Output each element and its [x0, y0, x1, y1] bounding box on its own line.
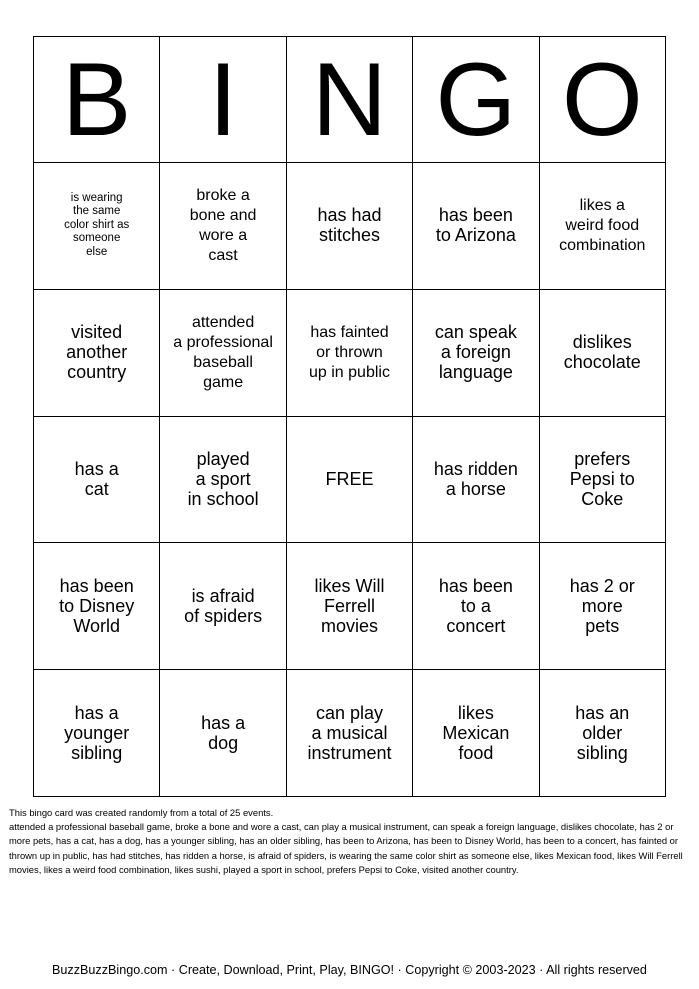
- bingo-cell[interactable]: [34, 163, 160, 290]
- bingo-cell[interactable]: [286, 163, 412, 290]
- bingo-cell[interactable]: [160, 416, 286, 543]
- bingo-card: [33, 36, 666, 797]
- header-letter-g: G: [413, 37, 539, 163]
- cell-label: likes Mexican food: [442, 702, 510, 763]
- free-cell[interactable]: [286, 416, 412, 543]
- card-row: [34, 163, 666, 290]
- cell-label: broke a bone and wore a cast: [189, 186, 257, 264]
- bingo-cell[interactable]: [160, 543, 286, 670]
- bingo-cell[interactable]: [286, 670, 412, 797]
- cell-label: likes a weird food combination: [559, 196, 646, 254]
- card-row: [34, 416, 666, 543]
- header-letter-n: N: [286, 37, 412, 163]
- cell-label: has an older sibling: [575, 702, 630, 763]
- bingo-cell[interactable]: [34, 289, 160, 416]
- cell-label: can play a musical instrument: [307, 702, 392, 763]
- bingo-cell[interactable]: [413, 289, 539, 416]
- bingo-cell[interactable]: [539, 416, 665, 543]
- bingo-cell[interactable]: [34, 543, 160, 670]
- cell-label: has been to Disney World: [59, 575, 135, 636]
- header-letter-o: O: [539, 37, 665, 163]
- card-row: [34, 543, 666, 670]
- cell-label: attended a professional baseball game: [173, 313, 273, 391]
- cell-label: is afraid of spiders: [184, 585, 263, 626]
- site-footer: BuzzBuzzBingo.com · Create, Download, Print, Play, BINGO! · Copyright © 2003-2023 · All rights reserved: [52, 963, 647, 977]
- header-row: [34, 37, 666, 163]
- cell-label: dislikes chocolate: [563, 332, 641, 373]
- bingo-cell[interactable]: [413, 543, 539, 670]
- cell-label: has a cat: [74, 458, 119, 499]
- bingo-cell[interactable]: [539, 163, 665, 290]
- cell-label: can speak a foreign language: [434, 322, 517, 383]
- cell-label: has been to Arizona: [435, 205, 516, 246]
- cell-label: has been to a concert: [438, 575, 513, 636]
- card-summary: This bingo card was created randomly from a total of 25 events.: [9, 807, 274, 818]
- cell-label: is wearing the same color shirt as someone else: [64, 191, 130, 258]
- bingo-cell[interactable]: [539, 289, 665, 416]
- bingo-cell[interactable]: [160, 670, 286, 797]
- cell-label: likes Will Ferrell movies: [314, 575, 385, 636]
- bingo-cell[interactable]: [286, 543, 412, 670]
- cell-label: has a dog: [201, 712, 246, 753]
- cell-label: FREE: [325, 468, 374, 489]
- header-letter-i: I: [160, 37, 286, 163]
- bingo-cell[interactable]: [413, 416, 539, 543]
- bingo-cell[interactable]: [539, 543, 665, 670]
- bingo-cell[interactable]: [413, 163, 539, 290]
- bingo-cell[interactable]: [160, 289, 286, 416]
- cell-label: has had stitches: [317, 205, 382, 246]
- bingo-cell[interactable]: [160, 163, 286, 290]
- cell-label: has a younger sibling: [64, 702, 130, 763]
- bingo-cell[interactable]: [539, 670, 665, 797]
- card-row: [34, 289, 666, 416]
- event-list: attended a professional baseball game, broke a bone and wore a cast, can play a musical instrument, can speak a foreign language, dislikes chocolate, has 2 or more pets, has a cat, has a dog, has a younger sibling, has an older sibling, has been to Arizona, has been to Disney World, has been to a concert, has fainted or thrown up in public, has had stitches, has ridden a horse, is afraid of spiders, is wearing the same color shirt as someone else, likes Mexican food, likes Will Ferrell movies, likes a weird food combination, likes sushi, played a sport in school, prefers Pepsi to Coke, visited another country.: [9, 821, 683, 875]
- bingo-cell[interactable]: [413, 670, 539, 797]
- header-letter-b: B: [34, 37, 160, 163]
- cell-label: has ridden a horse: [433, 458, 518, 499]
- bingo-cell[interactable]: [286, 289, 412, 416]
- cell-label: has 2 or more pets: [569, 575, 635, 636]
- cell-label: visited another country: [66, 322, 128, 383]
- cell-label: played a sport in school: [187, 448, 259, 509]
- card-info: [9, 806, 691, 877]
- cell-label: has fainted or thrown up in public: [309, 323, 390, 381]
- cell-label: prefers Pepsi to Coke: [569, 448, 635, 509]
- card-row: [34, 670, 666, 797]
- bingo-cell[interactable]: [34, 416, 160, 543]
- bingo-cell[interactable]: [34, 670, 160, 797]
